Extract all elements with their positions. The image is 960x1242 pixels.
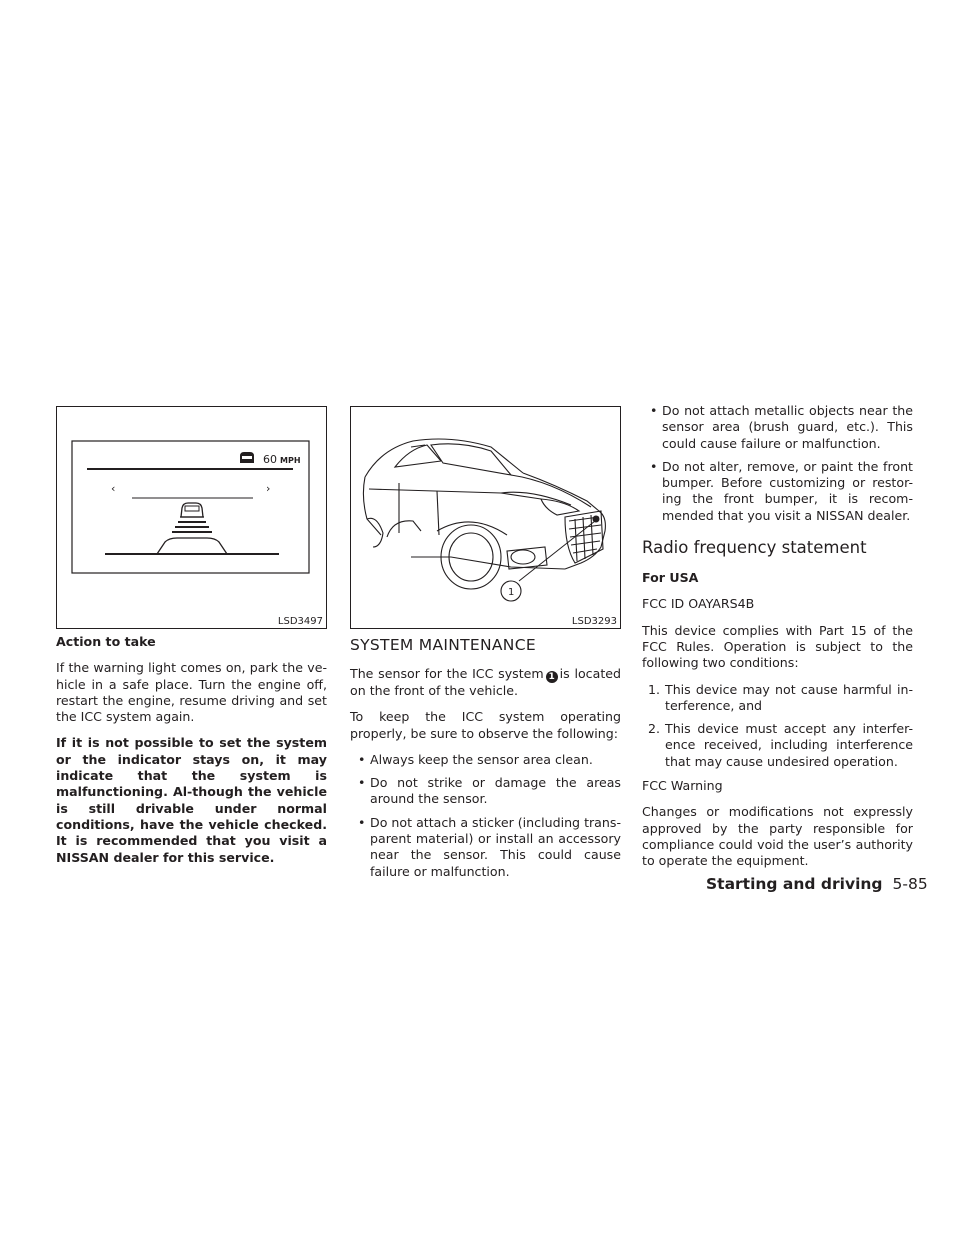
text-part: The sensor for the ICC system bbox=[350, 666, 544, 681]
paragraph-bold: If it is not possible to set the system or the indicator stays on, it may indicate that the system is malfunctioning. Al-though the vehicle is still drivable under normal conditions, have the vehicle checked. It is recommended that you visit a NISSAN dealer for this service. bbox=[56, 735, 327, 865]
paragraph: If the warning light comes on, park the ve-hicle in a safe place. Turn the engine off, restart the engine, resume driving and set the ICC system again. bbox=[56, 660, 327, 725]
sensor-marker-icon bbox=[593, 516, 600, 523]
paragraph: To keep the ICC system operating properly, be sure to observe the following: bbox=[350, 709, 621, 741]
page-footer bbox=[706, 875, 928, 893]
bullet-list bbox=[350, 752, 621, 880]
speed-value: 60 bbox=[263, 453, 277, 466]
distance-bars-icon bbox=[172, 521, 212, 533]
chevron-left-icon: ‹ bbox=[111, 482, 116, 495]
section-title: SYSTEM MAINTENANCE bbox=[350, 636, 536, 654]
column-left bbox=[56, 634, 327, 876]
callout-number: 1 bbox=[546, 671, 558, 683]
list-number: 2. bbox=[648, 721, 661, 737]
figure-code: LSD3497 bbox=[277, 616, 323, 627]
list-text: This device must accept any interfer-ence received, including interference that may cause undesired operation. bbox=[665, 721, 913, 769]
figure-code: LSD3293 bbox=[571, 616, 617, 627]
list-item bbox=[642, 682, 913, 715]
icc-meter-display-illustration bbox=[57, 407, 326, 628]
chevron-right-icon: › bbox=[266, 482, 271, 495]
section-title: Radio frequency statement bbox=[642, 538, 867, 558]
paragraph: This device complies with Part 15 of the FCC Rules. Operation is subject to the following two conditions: bbox=[642, 622, 913, 671]
figure-icc-display bbox=[56, 406, 327, 629]
list-item: • Do not attach a sticker (including trans-parent material) or install an accessory near the sensor. This could cause failure or malfunction. bbox=[350, 815, 621, 880]
list-text: This device may not cause harmful in-terference, and bbox=[665, 681, 913, 713]
footer-section-title: Starting and driving bbox=[706, 875, 883, 893]
bullet-list bbox=[642, 403, 913, 524]
paragraph bbox=[350, 666, 621, 699]
list-item bbox=[642, 721, 913, 770]
section-heading: Action to take bbox=[56, 634, 156, 649]
list-item: • Do not alter, remove, or paint the front bumper. Before customizing or restor-ing the front bumper, it is recom-mended that you visit a NISSAN dealer. bbox=[642, 459, 913, 524]
speed-unit: MPH bbox=[280, 456, 301, 465]
sub-heading: For USA bbox=[642, 570, 699, 586]
figure-callout-number: 1 bbox=[508, 587, 515, 598]
paragraph: FCC Warning bbox=[642, 778, 723, 794]
vehicle-front-illustration bbox=[351, 407, 620, 628]
vehicle-ahead-indicator-icon bbox=[240, 452, 254, 463]
preceding-vehicle-icon bbox=[180, 503, 204, 517]
column-middle bbox=[350, 636, 621, 887]
page-number: 5-85 bbox=[892, 875, 928, 893]
paragraph: Changes or modifications not expressly approved by the party responsible for compliance could void the user’s authority to operate the equipment. bbox=[642, 804, 913, 869]
list-number: 1. bbox=[648, 681, 661, 697]
paragraph: FCC ID OAYARS4B bbox=[642, 596, 755, 612]
list-item: • Always keep the sensor area clean. bbox=[350, 752, 621, 768]
text-part: is located on the front of the vehicle. bbox=[350, 666, 621, 698]
list-item: • Do not strike or damage the areas around the sensor. bbox=[350, 775, 621, 808]
figure-sensor-location bbox=[350, 406, 621, 629]
own-vehicle-hood-icon bbox=[157, 538, 227, 554]
numbered-list bbox=[642, 682, 913, 770]
column-right bbox=[642, 403, 913, 880]
list-item: • Do not attach metallic objects near the sensor area (brush guard, etc.). This could cause failure or malfunction. bbox=[642, 403, 913, 452]
